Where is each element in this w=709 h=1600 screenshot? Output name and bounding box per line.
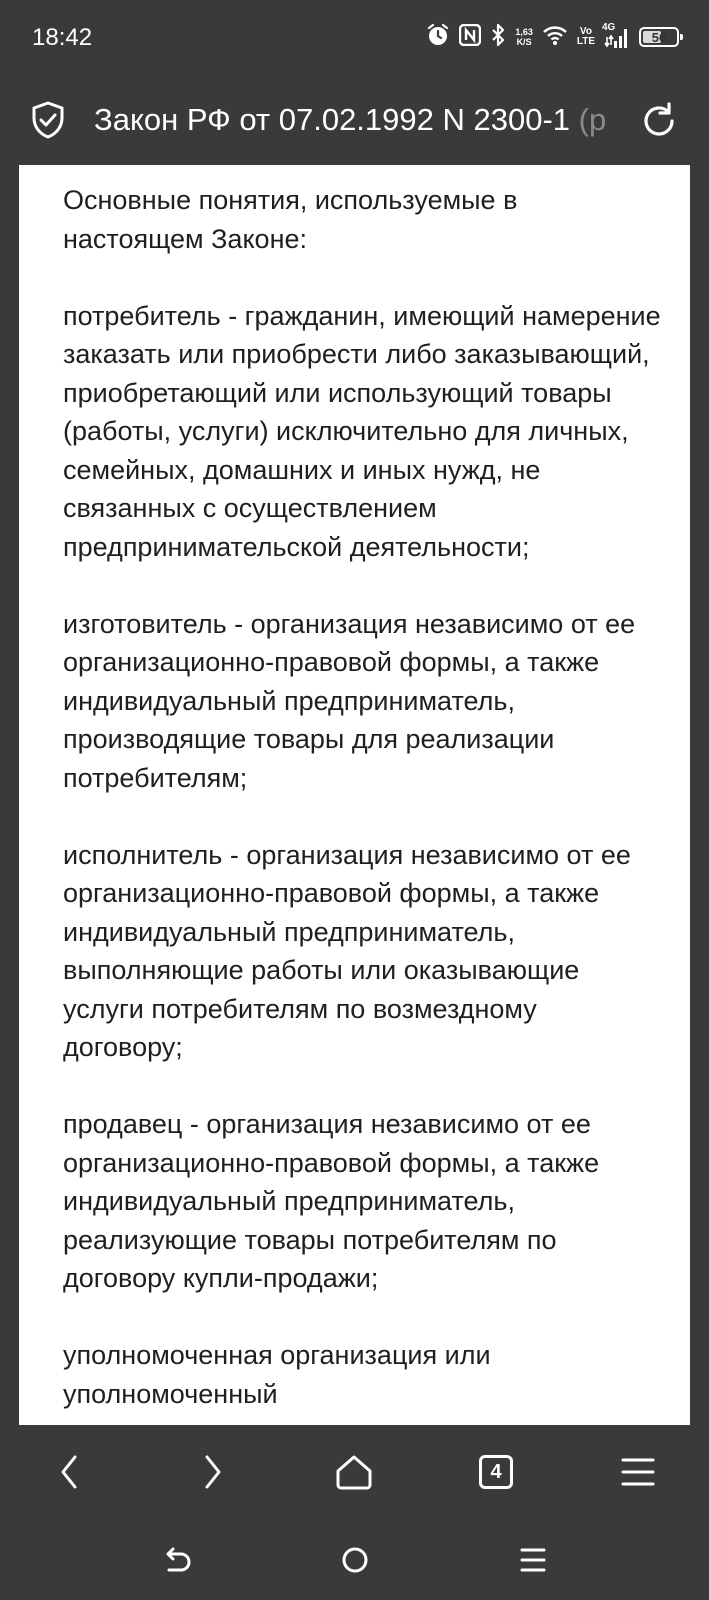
system-navigation-bar <box>0 1520 709 1600</box>
volte-top: Vo <box>579 26 592 37</box>
net-speed <box>515 27 533 47</box>
status-icons <box>426 22 679 52</box>
battery-level: 56 <box>651 29 667 45</box>
paragraph-intro: Основные понятия, используемые в настоящем Законе: <box>63 185 518 254</box>
alarm-icon <box>426 23 450 52</box>
paragraph-seller: продавец - организация независимо от ее организационно-правовой формы, а также индивидуальный предприниматель, реализующие товары потребителям по договору купли-продажи; <box>63 1109 600 1293</box>
system-back-icon[interactable] <box>152 1535 202 1585</box>
reload-icon[interactable] <box>636 98 682 144</box>
shield-check-icon[interactable] <box>26 98 70 142</box>
paragraph-manufacturer: изготовитель - организация независимо от ее организационно-правовой формы, а также индивидуальный предприниматель, производящие товары для реализации потребителям; <box>63 608 636 793</box>
paragraph-contractor: исполнитель - организация независимо от ее организационно-правовой формы, а также индивидуальный предприниматель, выполняющие работы или оказывающие услуги потребителям по возмездному договору; <box>63 839 631 1062</box>
volte-bottom: LTE <box>576 36 595 47</box>
nfc-icon <box>459 24 481 51</box>
status-bar <box>0 0 709 78</box>
page-title-text: Закон РФ от 07.02.1992 N 2300-1 <box>94 102 571 137</box>
system-home-icon[interactable] <box>330 1535 380 1585</box>
home-icon[interactable] <box>326 1447 382 1497</box>
network-type: 4G <box>602 22 616 33</box>
status-time: 18:42 <box>32 24 93 51</box>
paragraph-consumer: потребитель - гражданин, имеющий намерение заказать или приобрести либо заказывающий, приобретающий или использующий товары (работы, услуги) исключительно для личных, семейных, домашних и иных нужд, не связанных с осуществлением предпринимательской деятельности; <box>63 300 661 562</box>
battery-icon <box>639 27 679 47</box>
wifi-icon <box>542 24 568 51</box>
forward-icon[interactable] <box>184 1447 240 1497</box>
tabs-icon[interactable] <box>468 1447 524 1497</box>
menu-icon[interactable] <box>610 1447 666 1497</box>
bluetooth-icon <box>490 23 506 52</box>
back-icon[interactable] <box>42 1447 98 1497</box>
app-header <box>0 78 709 165</box>
signal-icon <box>602 22 630 49</box>
volte-label <box>577 27 595 47</box>
system-recents-icon[interactable] <box>508 1535 558 1585</box>
tab-count: 4 <box>479 1455 513 1489</box>
net-speed-value: 1,63 <box>515 27 533 37</box>
document-page[interactable] <box>19 165 690 1425</box>
browser-toolbar <box>0 1425 709 1520</box>
document-body <box>63 181 663 1425</box>
paragraph-authorized-org: уполномоченная организация или уполномоченный <box>63 1340 491 1409</box>
page-title[interactable] <box>94 102 610 142</box>
page-title-overflow: (р <box>570 102 607 137</box>
net-speed-unit: K/S <box>516 37 532 47</box>
